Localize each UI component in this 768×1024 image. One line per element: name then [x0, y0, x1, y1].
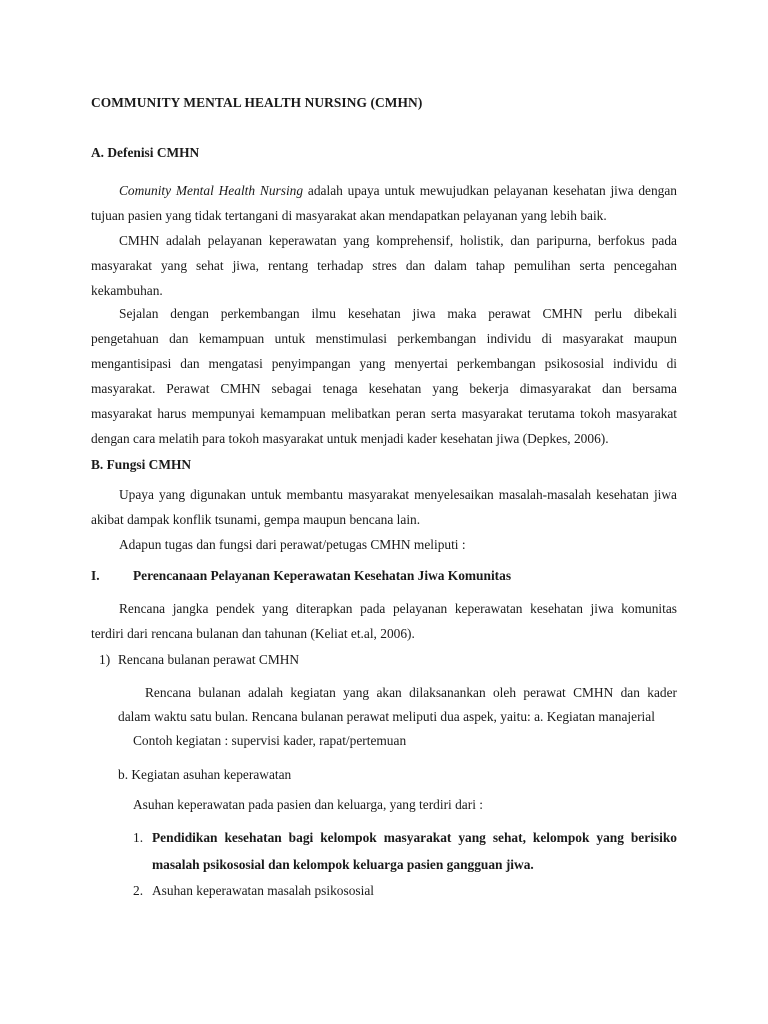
section-a-p3-line1: Sejalan dengan perkembangan ilmu kesehatan jiwa maka perawat CMHN perlu dibekali	[119, 306, 677, 321]
section-a-p1-line1-rest: adalah upaya untuk mewujudkan pelayanan kesehatan jiwa dengan	[303, 183, 678, 198]
section-a-p2-line2: masyarakat yang sehat jiwa, rentang terhadap stres dan dalam tahap pemulihan serta pencegahan	[91, 258, 677, 273]
section-a-p1-line2: tujuan pasien yang tidak tertangani di masyarakat akan mendapatkan pelayanan yang lebih baik.	[91, 208, 607, 223]
section-a-p3-line5: masyarakat harus mempunyai kemampuan melibatkan peran serta masyarakat terutama tokoh masyarakat	[91, 406, 677, 421]
section-a-p3-line3: mengantisipasi dan mengatasi penyimpangan yang menyertai perkembangan psikososial individu di	[91, 356, 677, 371]
item-1-line1: Rencana bulanan adalah kegiatan yang akan dilaksanankan oleh perawat CMHN dan kader	[145, 685, 677, 700]
section-a-p2-line1: CMHN adalah pelayanan keperawatan yang komprehensif, holistik, dan paripurna, berfokus pada	[119, 233, 677, 248]
section-a-p3-line2: pengetahuan dan kemampuan untuk menstimulasi perkembangan individu di masyarakat maupun	[91, 331, 677, 346]
section-a-heading: A. Defenisi CMHN	[91, 145, 200, 160]
item-1-line3: Contoh kegiatan : supervisi kader, rapat/pertemuan	[133, 733, 407, 748]
section-b-heading: B. Fungsi CMHN	[91, 457, 192, 472]
section-i-p1-line1: Rencana jangka pendek yang diterapkan pada pelayanan keperawatan kesehatan jiwa komunitas	[119, 601, 677, 616]
list-item-1-number: 1.	[133, 830, 144, 845]
item-1-line2: dalam waktu satu bulan. Rencana bulanan perawat meliputi dua aspek, yaitu: a. Kegiatan manajerial	[118, 709, 655, 724]
list-item-2-line1: Asuhan keperawatan masalah psikososial	[152, 883, 374, 898]
list-item-1-line1: Pendidikan kesehatan bagi kelompok masyarakat yang sehat, kelompok yang berisiko	[152, 830, 677, 845]
section-i-p1-line2: terdiri dari rencana bulanan dan tahunan (Keliat et.al, 2006).	[91, 626, 415, 641]
section-a-p3-line6: dengan cara melatih para tokoh masyarakat untuk menjadi kader kesehatan jiwa (Depkes, 2006).	[91, 431, 609, 446]
section-a-p3-line4: masyarakat. Perawat CMHN sebagai tenaga kesehatan yang bekerja dimasyarakat dan bersama	[91, 381, 677, 396]
section-a-p1-line1	[119, 182, 677, 200]
section-i-numeral: I.	[91, 568, 100, 583]
section-a-p2-line3: kekambuhan.	[91, 283, 163, 298]
section-b-p1-line2: akibat dampak konflik tsunami, gempa maupun bencana lain.	[91, 512, 421, 527]
item-1-number: 1)	[99, 652, 111, 667]
item-1-label: Rencana bulanan perawat CMHN	[118, 652, 300, 667]
list-item-2-number: 2.	[133, 883, 144, 898]
sub-b-intro: Asuhan keperawatan pada pasien dan keluarga, yang terdiri dari :	[133, 797, 484, 812]
section-i-heading: Perencanaan Pelayanan Keperawatan Kesehatan Jiwa Komunitas	[133, 568, 512, 583]
section-b-p2: Adapun tugas dan fungsi dari perawat/petugas CMHN meliputi :	[119, 537, 466, 552]
section-a-term: Comunity Mental Health Nursing	[119, 183, 304, 198]
section-b-p1-line1: Upaya yang digunakan untuk membantu masyarakat menyelesaikan masalah-masalah kesehatan jiwa	[119, 487, 677, 502]
list-item-1-line2: masalah psikososial dan kelompok keluarga pasien gangguan jiwa.	[152, 857, 534, 872]
document-title: COMMUNITY MENTAL HEALTH NURSING (CMHN)	[91, 95, 423, 110]
sub-b-label: b. Kegiatan asuhan keperawatan	[118, 767, 292, 782]
